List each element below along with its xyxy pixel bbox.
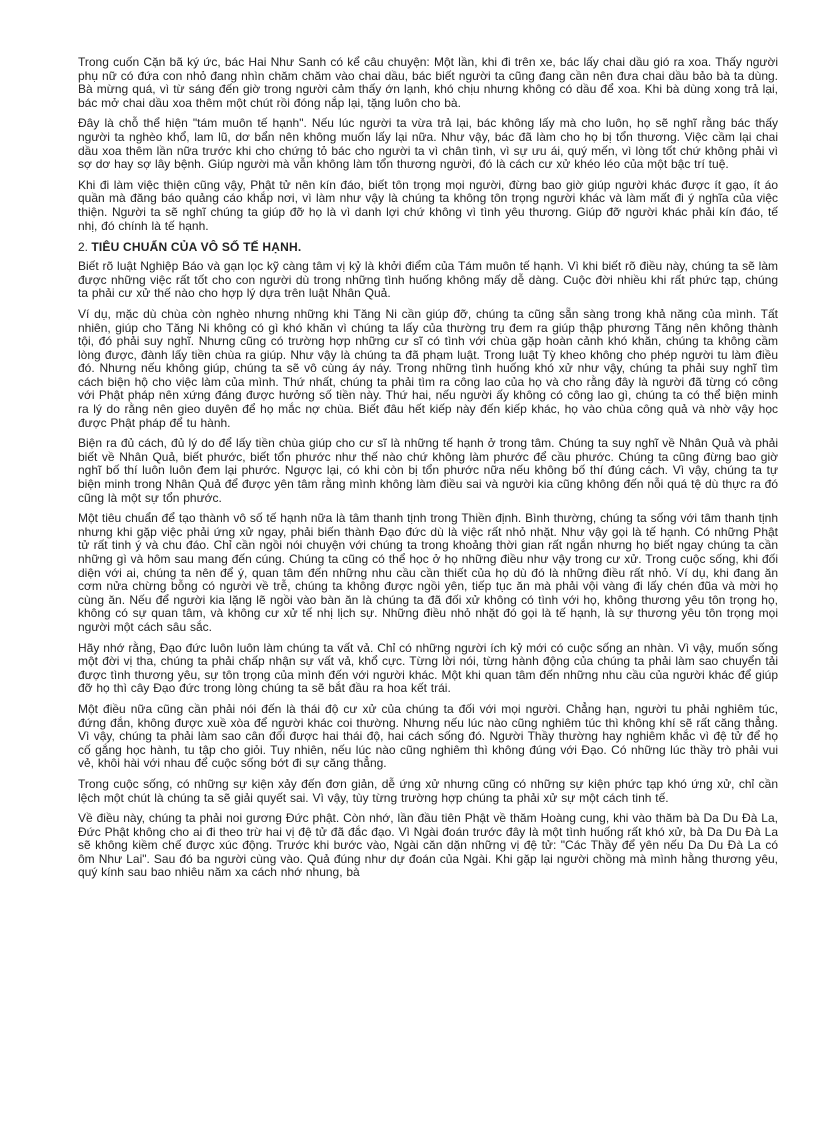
paragraph-buddha-example: Về điều này, chúng ta phải noi gương Đức phật. Còn nhớ, lần đầu tiên Phật về thăm Hoàng cung, khi vào thăm bà Da Du Đà La, Đức Phật không cho ai đi theo trừ hai vị đệ tử đã đắc đạo. Vì Ngài đoán trước đây là một tình huống rất khó xử, bà Da Du Đà La sẽ không kiềm chế được xúc động. Trước khi bước vào, Ngài căn dặn những vị đệ tử: "Các Thầy để yên nếu Da Du Đà La có ôm Như Lai". Sau đó ba người cùng vào. Quả đúng như dự đoán của Ngài. Khi gặp lại người chồng mà mình hằng thương yêu, quý kính sau bao nhiêu năm xa cách nhớ nhung, bà (78, 811, 778, 880)
paragraph-temple-example: Ví dụ, mặc dù chùa còn nghèo nhưng những khi Tăng Ni cần giúp đỡ, chúng ta cũng sẵn sàng trong khả năng của mình. Tất nhiên, giúp cho Tăng Ni không có gì khó khăn vì chúng ta lấy của thường trụ đem ra giúp thập phương Tăng nên không thành tội, đó phải suy nghĩ. Nhưng cũng có trường hợp những cư sĩ có tình với chùa gặp hoàn cảnh khó khăn, chúng ta không cầm lòng được, đành lấy tiền chùa ra giúp. Như vậy là chúng ta đã phạm luật. Trong luật Tỳ kheo không cho phép người tu làm điều đó. Nhưng nếu không giúp, chúng ta sẽ vô cùng áy náy. Trong những tình huống khó xử như vậy, chúng ta phải suy nghĩ tìm cách biện hộ cho việc làm của mình. Thứ nhất, chúng ta phải tìm ra công lao của họ và cho rằng đây là người đã từng có công với Phật pháp nên xứng đáng được hưởng số tiền này. Thứ hai, nếu người ấy không có công lao gì, chúng ta có thể biện minh ra lý do rằng nên gieo duyên để họ mắc nợ chùa. Biết đâu hết kiếp này đến kiếp khác, họ vào chùa công quả và nhờ vậy học được Phật pháp để tu hành. (78, 306, 778, 430)
section-number: 2. (78, 240, 89, 255)
paragraph-justification: Biện ra đủ cách, đủ lý do để lấy tiền chùa giúp cho cư sĩ là những tế hạnh ở trong tâm. Chúng ta suy nghĩ về Nhân Quả và phải biết về Nhân Quả, biết phước, biết tổn phước như thế nào chứ không làm phước để cầu phước. Chúng ta cũng đừng bao giờ nghĩ bố thí luôn luôn đem lại phước. Ngược lại, có khi còn bị tổn phước nữa nếu không bố thí đúng cách. Vì vậy, chúng ta tự biện minh trong Nhân Quả để được yên tâm rằng mình không làm điều sai và người kia cũng không đến nỗi quá tệ dù thực ra đó cũng là một sự tổn phước. (78, 436, 778, 505)
section-heading (78, 240, 778, 254)
paragraph-attitude: Một điều nữa cũng cần phải nói đến là thái độ cư xử của chúng ta đối với mọi người. Chẳng hạn, người tu phải nghiêm túc, đứng đắn, không được xuề xòa để người khác coi thường. Nhưng nếu lúc nào cũng nghiêm túc thì không khí sẽ rất căng thẳng. Vì vậy, chúng ta phải làm sao cân đối được hai thái độ, hai cách sống đó. Người Thầy thường hay nghiêm khắc vì đệ tử để họ cố gắng học hành, tu tập cho giỏi. Tuy nhiên, nếu lúc nào cũng nghiêm thì không đúng với Đạo. Có những lúc thầy trò phải vui vẻ, khôi hài với nhau để cuộc sống bớt đi sự căng thẳng. (78, 701, 778, 771)
paragraph-karma-law: Biết rõ luật Nghiệp Báo và gạn lọc kỹ càng tâm vị kỷ là khởi điểm của Tám muôn tế hạnh. Vì khi biết rõ điều này, chúng ta sẽ làm được những việc rất tốt cho con người dù trong những tình huống không mấy dễ dàng. Cuộc đời nhiều khi rất phức tạp, chúng ta phải cư xử thế nào cho hợp lý dựa trên luật Nhân Quả. (78, 259, 778, 301)
paragraph-virtue-effort: Hãy nhớ rằng, Đạo đức luôn luôn làm chúng ta vất vả. Chỉ có những người ích kỷ mới có cuộc sống an nhàn. Vì vậy, muốn sống một đời vị tha, chúng ta phải chấp nhận sự vất vả, khổ cực. Từng lời nói, từng hành động của chúng ta phải làm sao chuyển tải được tình thương yêu, sự tôn trọng của mình đến với người khác. Một khi quan tâm đến những nhu cầu của người khác để giúp đỡ họ thì cây Đạo đức trong lòng chúng ta sẽ bắt đầu ra hoa kết trái. (78, 640, 778, 696)
paragraph-pure-mind: Một tiêu chuẩn để tạo thành vô số tế hạnh nữa là tâm thanh tịnh trong Thiền định. Bình thường, chúng ta sống với tâm thanh tịnh nhưng khi gặp việc phải ứng xử ngay, phải biến thành Đạo đức dù là việc rất nhỏ nhặt. Như vậy gọi là tế hạnh. Có những Phật tử rất tinh ý và chu đáo. Chỉ cần ngồi nói chuyện với chúng ta trong khoảng thời gian rất ngắn nhưng họ biết ngay chúng ta cần những gì và hôm sau mang đến cúng. Chúng ta cũng có thể học ở họ những điều như vậy trong cư xử. Trong cuộc sống, khi đối diện với ai, chúng ta nên để ý, quan tâm đến những nhu cầu cần thiết của họ dù đó là những điều rất nhỏ. Ví dụ, khi đang ăn cơm nửa chừng bỗng có người về trễ, chúng ta không được ngồi yên, tiếp tục ăn mà phải vội vàng đi lấy chén đũa và mời họ cùng ăn. Nếu để người kia lặng lẽ ngồi vào bàn ăn là chúng ta đã đối xử không có tình với họ, không thương yêu tôn trọng họ, không có sự quan tâm, và không cư xử tế nhị lịch sự. Những điều nhỏ nhặt đó gọi là tế hạnh, là sự thương yêu tôn trọng mọi người một cách sâu sắc. (78, 511, 778, 634)
paragraph-complex-situations: Trong cuộc sống, có những sự kiện xảy đến đơn giản, dễ ứng xử nhưng cũng có những sự kiện phức tạp khó ứng xử, chỉ cần lệch một chút là chúng ta sẽ giải quyết sai. Vì vậy, tùy từng trường hợp chúng ta phải xử sự một cách tinh tế. (78, 776, 778, 805)
paragraph-oil-bottle-story: Trong cuốn Cặn bã ký ức, bác Hai Như Sanh có kể câu chuyện: Một lần, khi đi trên xe, bác lấy chai dầu gió ra xoa. Thấy người phụ nữ có đứa con nhỏ đang nhìn chăm chăm vào chai dầu, bác biết người ta cũng đang cần nên đưa chai dầu bảo bà ta dùng. Bà mừng quá, vì từ sáng đến giờ trong người cảm thấy ớn lạnh, khó chịu nhưng không có dầu để xoa. Khi bà dùng xong trả lại, bác mở chai dầu xoa thêm một chút rồi đóng nắp lại, tặng luôn cho bà. (78, 55, 778, 110)
section-title: TIÊU CHUẨN CỦA VÔ SỐ TẾ HẠNH. (91, 240, 302, 255)
paragraph-tam-muon-te-hanh: Đây là chỗ thể hiện "tám muôn tế hạnh". Nếu lúc người ta vừa trả lại, bác không lấy mà cho luôn, họ sẽ nghĩ rằng bác thấy người ta nghèo khổ, lam lũ, dơ bẩn nên không muốn lấy lại nữa. Như vậy, bác đã làm cho họ bị tổn thương. Việc cầm lại chai dầu xoa thêm lần nữa trước khi cho chứng tỏ bác cho người ta vì chân tình, vì sự ưu ái, quý mến, vì lòng tốt chứ không phải vì sợ dơ hay sợ lây bệnh. Giúp người mà vẫn không làm tổn thương người, đó là cách cư xử khéo léo của một bậc trí tuệ. (78, 116, 778, 172)
document-page (78, 56, 778, 887)
paragraph-charity-discretion: Khi đi làm việc thiện cũng vậy, Phật tử nên kín đáo, biết tôn trọng mọi người, đừng bao giờ giúp người khác được ít gạo, ít áo quần mà đăng báo quảng cáo khắp nơi, vì làm như vậy là chúng ta không tôn trọng người khác và làm mất đi ý nghĩa của việc thiện. Người ta sẽ nghĩ chúng ta giúp đỡ họ là vì danh lợi chứ không vì tình yêu thương. Giúp đỡ người khác phải kín đáo, tế nhị, đó chính là tế hạnh. (78, 177, 778, 233)
